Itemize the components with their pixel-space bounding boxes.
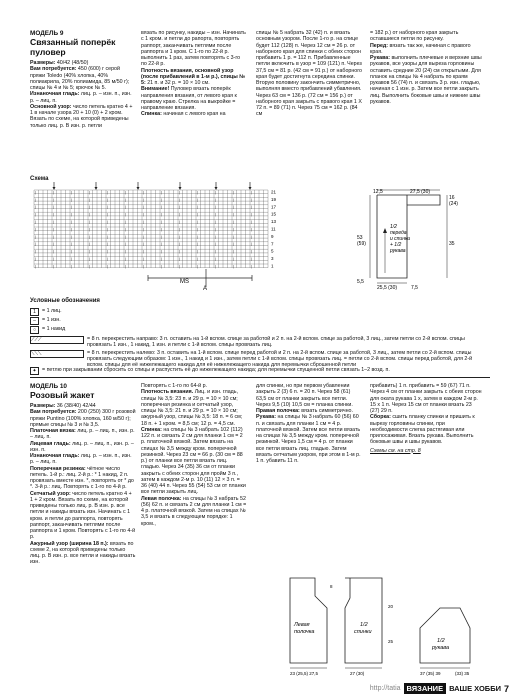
row-number: 1 <box>271 263 274 269</box>
svg-text:|: | <box>179 264 181 269</box>
svg-text:|: | <box>107 197 109 202</box>
svg-text:|: | <box>233 249 235 254</box>
svg-text:|: | <box>179 205 181 210</box>
model10-col1 <box>30 383 136 566</box>
svg-text:|: | <box>53 227 55 232</box>
m10-w4: 25 <box>388 639 394 644</box>
dim-d9: 25,5 (30) <box>377 285 398 291</box>
m10-gauge: Плотность вязания. Лиц. и изн. гладь, спицы № 3,5: 23 п. и 29 р. = 10 × 10 см; поперечная резинка и сетчатый узор, спицы № 3,5: 21 п. и 29 р. = 10 × 10 см; ажурный узор, спицы № 3,5: 18 п. = 6 см; 18 п. + 1 кром. = 8,5 см; 12 р. = 4,5 см. <box>141 389 243 427</box>
svg-text:|: | <box>71 227 73 232</box>
m10-lace: Ажурный узор (ширина 18 п.): вязать по схеме 2, на которой приведены только лиц. р. В изн. р. все петли и накиды вязать изн. <box>30 540 136 566</box>
svg-text:|: | <box>71 234 73 239</box>
row-number: 19 <box>271 196 277 202</box>
svg-text:|: | <box>233 242 235 247</box>
svg-text:|: | <box>143 227 145 232</box>
svg-text:|: | <box>251 249 253 254</box>
svg-text:|: | <box>251 234 253 239</box>
schema-label: Схема <box>30 176 49 182</box>
svg-text:|: | <box>53 249 55 254</box>
model9-label: МОДЕЛЬ 9 <box>30 30 64 37</box>
m9-col2-text: вязать по рисунку, накиды – изн. Начинать с 1 кром. и петли до рапорта, повторять раппорт, заканчивать петлями после раппорта и 1 кром. С 1-го по 22-й р. выполнить 1 раз, затем повторять с 3-го по 22-й р. <box>141 30 246 68</box>
m10-sleeve-label-1: 1/2 <box>437 638 445 644</box>
m9-col4-text: = 182 р.) от наборного края закрыть оставшиеся петли по рисунку. <box>370 30 459 43</box>
svg-text:|: | <box>143 242 145 247</box>
svg-text:|: | <box>251 219 253 224</box>
svg-text:|: | <box>197 190 199 195</box>
svg-text:|: | <box>197 205 199 210</box>
m10-back: Спинка: на спицы № 3 набрать 102 (112) 122 п. и связать 2 см для планки 1 см = 2 р. платочной вязкой. Затем вязать на спицах № 3,5 между кром. поперечной резинкой. Через 23 см = 66 р. (30 см = 88 р.) от планки все петли вязать лиц. гладью. Через 34 (35) 36 см от планки закрыть с обеих сторон для пройм 3 п., затем в каждом 2-м р. 10 (11) 12 × 3 п. = 36 (40) 44 п. Через 55 (54) 53 см от планки все петли закрыть лиц. <box>141 426 246 496</box>
model9-col4 <box>370 30 482 105</box>
svg-text:|: | <box>107 256 109 261</box>
svg-text:|: | <box>89 190 91 195</box>
legend-text: = 1 накид <box>42 326 66 332</box>
svg-text:|: | <box>215 205 217 210</box>
svg-text:|: | <box>125 256 127 261</box>
svg-text:|: | <box>89 256 91 261</box>
m10-w7: (33) 35 <box>455 671 470 676</box>
svg-text:|: | <box>35 242 37 247</box>
row-number: 11 <box>271 226 276 232</box>
legend-text: = 8 п. перекрестить налево: 3 п. оставить на 1-й вспом. спице перед работой и 2 п. на 2-й вспом. спице за работой, 3 лиц., затем петли со 2-й вспом. спицы провязать следующим образом: 1 изн., 1 накид и 1 изн., затем петли с 1-й вспом. спицы провязать лиц. = петли со 2-й вспом. спицы перед работой, для 2-й вспом. спицы для её нижележащего накида для её нижележащего накида для перемычки сброшенной петли <box>87 350 473 368</box>
svg-text:|: | <box>71 212 73 217</box>
svg-text:|: | <box>233 264 235 269</box>
svg-text:|: | <box>89 227 91 232</box>
chart-row-numbers <box>271 190 277 269</box>
piece-label-1: 1/2 <box>390 224 397 230</box>
dim-d6: 53 <box>357 235 363 241</box>
svg-text:|: | <box>71 205 73 210</box>
svg-text:|: | <box>71 256 73 261</box>
svg-text:|: | <box>233 227 235 232</box>
piece-label-5: рукава <box>390 248 406 254</box>
svg-text:|: | <box>71 197 73 202</box>
m10-reverse: Изнаночная гладь: лиц. р. – изн. п., изн. р. – лиц. п. <box>30 453 132 466</box>
svg-text:|: | <box>179 242 181 247</box>
svg-text:|: | <box>89 249 91 254</box>
svg-text:|: | <box>53 256 55 261</box>
m10-left-front: Левая полочка: на спицы № 3 набрать 52 (56) 62 п. и связать 2 см для планки 1 см = 4 р. платочной вязкой. Затем на спицах № 3,5 и вязать в следующем порядке: 1 кром., <box>141 495 247 527</box>
m9-main-pattern: Основной узор: число петель кратно 4 + 1 в начале узора 20 + 10 (0) + 2 кром. Вязать по схеме, на которой приведены только лиц. р. В изн. р. петли <box>30 103 133 129</box>
dim-d10: 7,5 <box>411 285 418 291</box>
m9-sizes: Размеры: 40/42 (48/50) <box>30 60 89 66</box>
svg-text:|: | <box>125 249 127 254</box>
svg-text:|: | <box>161 197 163 202</box>
dim-d2: 12,5 <box>373 189 383 195</box>
purl-symbol-icon: – <box>30 317 39 325</box>
svg-text:|: | <box>179 219 181 224</box>
svg-text:|: | <box>107 227 109 232</box>
svg-text:|: | <box>161 249 163 254</box>
svg-text:|: | <box>89 219 91 224</box>
pattern-outline-model10 <box>270 568 485 678</box>
svg-text:|: | <box>35 212 37 217</box>
m10-back-label-1: 1/2 <box>360 622 368 628</box>
svg-text:|: | <box>161 219 163 224</box>
a-label: A <box>203 286 208 292</box>
yarn-over-symbol-icon: ○ <box>30 326 39 334</box>
m9-reverse-stitch: Изнаночная гладь: лиц. р. – изн. п., изн. р. – лиц. п. <box>30 91 132 104</box>
svg-text:|: | <box>215 256 217 261</box>
row-number: 21 <box>271 189 277 195</box>
legend-item-drop <box>30 367 488 375</box>
m10-back-label-2: спинки <box>354 629 372 635</box>
svg-text:|: | <box>161 212 163 217</box>
svg-text:|: | <box>107 242 109 247</box>
svg-text:|: | <box>215 212 217 217</box>
svg-text:|: | <box>143 205 145 210</box>
svg-text:|: | <box>89 264 91 269</box>
m10-w6: 37 (35) 39 <box>420 671 441 676</box>
row-number: 3 <box>271 256 274 262</box>
model9-col1 <box>30 30 136 129</box>
svg-text:|: | <box>197 197 199 202</box>
svg-text:|: | <box>197 227 199 232</box>
svg-text:|: | <box>107 190 109 195</box>
m10-w1: 23 (25,5) 27,5 <box>290 671 319 676</box>
svg-text:|: | <box>179 234 181 239</box>
svg-text:|: | <box>35 197 37 202</box>
m10-mesh: Сетчатый узор: число петель кратно 4 + 1 + 2 кром. Вязать по схеме, на которой приведены только лиц. р. В изн. р. все петли и накиды вязать изн. Начинать с 1 кром. и петли до раппорта, повторять раппорт, заканчивать петлями после раппорта и 1 кром. Повторять с 1-го по 4-й р. <box>30 490 136 541</box>
svg-text:|: | <box>233 205 235 210</box>
svg-text:|: | <box>107 234 109 239</box>
m10-w5: 8 <box>330 584 333 589</box>
m10-assembly: Сборка: сшить планку спинки и пришить к вырезу горловины спинки, при необходимости слегка растягивая или прилосаживая. Вязать рукава. Выполнить боковые швы и швы рукавов. <box>370 414 475 446</box>
m10-left-label-2: полочка <box>294 629 315 635</box>
svg-text:|: | <box>53 190 55 195</box>
svg-text:|: | <box>179 227 181 232</box>
svg-text:|: | <box>215 190 217 195</box>
model9-col2 <box>141 30 247 118</box>
svg-text:|: | <box>215 234 217 239</box>
m10-rib: Поперечная резинка: чётное число петель. 1-й р.: лиц. 2-й р.: * 1 накид, 2 п. провязать вместе изн. *, повторять от * до *. 3-й р.: лиц. Повторять с 1-го по 4-й р. <box>30 465 134 491</box>
svg-text:|: | <box>179 249 181 254</box>
svg-text:|: | <box>35 264 37 269</box>
row-number: 15 <box>271 211 277 217</box>
svg-text:|: | <box>53 212 55 217</box>
cross-left-symbol-icon: ⟍⟍⟍ <box>30 350 84 358</box>
svg-text:|: | <box>143 219 145 224</box>
m9-attention: Внимание! Пуловер вязать поперёк направления вязания, от левого края к правому краю. Стрелка на выкройке = направление вязания. <box>141 86 237 111</box>
page-footer <box>370 683 509 694</box>
svg-text:|: | <box>89 212 91 217</box>
svg-text:|: | <box>233 212 235 217</box>
svg-text:|: | <box>197 219 199 224</box>
piece-label-4: + 1/2 <box>390 242 402 248</box>
m10-col4-text: прибавить) 1 п. прибавить = 59 (67) 71 п. Через 4 см от планки закрыть с обеих сторон для оката рукава 1 х, затем в каждом 2-м р. 15 х 1 п. Через 15 см от планки вязать 23 (27) 29 п. <box>370 383 482 414</box>
legend-text: = петлю при закрывании сбросить со спицы и распустить её до нижележащего накида; для перемычки спущенной петли связать 1–2 возд. п. <box>42 367 390 373</box>
m10-left-label-1: Левая <box>294 622 310 628</box>
svg-text:|: | <box>251 190 253 195</box>
svg-text:|: | <box>125 264 127 269</box>
svg-text:|: | <box>53 264 55 269</box>
m10-materials: Вам потребуется: 200 (250) 300 г розовой пряжи Puntino (100% хлопка, 160 м/50 г); прямые спицы № 3 и № 3,5. <box>30 409 136 428</box>
model10-label: МОДЕЛЬ 10 <box>30 383 67 390</box>
dim-d7: (59) <box>357 241 366 247</box>
svg-text:|: | <box>251 212 253 217</box>
svg-text:|: | <box>179 256 181 261</box>
knit-symbol-icon: 1 <box>30 308 39 316</box>
svg-text:|: | <box>233 190 235 195</box>
svg-text:|: | <box>107 205 109 210</box>
m9-materials: Вам потребуется: 450 (600) г серой пряжи Toledo (40% хлопка, 40% полиакрила, 20% полиамида, 85 м/50 г); спицы № 4 и № 5; крючок № 5. <box>30 66 130 91</box>
svg-text:|: | <box>179 212 181 217</box>
legend-item-cross-right <box>30 336 488 348</box>
m10-col2-text: Повторять с 1-го по 64-й р. <box>141 383 208 389</box>
legend-item-purl <box>30 317 230 325</box>
svg-text:|: | <box>35 256 37 261</box>
svg-text:|: | <box>71 249 73 254</box>
svg-text:|: | <box>197 212 199 217</box>
m10-right-front: Правая полочка: вязать симметрично. <box>256 408 353 414</box>
svg-text:|: | <box>143 234 145 239</box>
row-number: 5 <box>271 248 274 254</box>
svg-text:|: | <box>125 212 127 217</box>
m10-sleeve: Рукава: на спицы № 3 набрать 60 (56) 60 п. и связать для планки 1 см = 4 р. платочной вязкой. Затем все петли вязать на спицах № 3,5 между кром. поперечной резинкой. Через 1,5 см = 4 р. от планки все петли вязать лиц. гладью. Затем вязать сетчатым узором, при этом в 1-м р. 1 п. убавить 11 п. <box>256 414 361 464</box>
legend-text: = 8 п. перекрестить направо: 3 п. оставить на 1-й вспом. спице за работой и 2 п. на 2-й вспом. спице за работой, 3 лиц., затем петли со 2-й вспом. спицы провязать 1 изн., 1 накид, 1 изн. и петли с 1-й вспом. спицы провязать лиц. <box>87 336 465 348</box>
knit-chart <box>30 182 295 292</box>
svg-text:|: | <box>89 197 91 202</box>
svg-text:|: | <box>53 234 55 239</box>
svg-text:|: | <box>233 219 235 224</box>
model10-col2 <box>141 383 247 527</box>
svg-text:|: | <box>197 264 199 269</box>
svg-text:|: | <box>125 227 127 232</box>
svg-text:|: | <box>143 190 145 195</box>
row-number: 13 <box>271 219 277 225</box>
svg-text:|: | <box>161 234 163 239</box>
m10-sizes: Размеры: 36 (38/40) 42/44 <box>30 403 96 409</box>
svg-text:|: | <box>197 234 199 239</box>
svg-text:|: | <box>71 242 73 247</box>
svg-text:|: | <box>161 205 163 210</box>
svg-text:|: | <box>197 242 199 247</box>
m9-col3-text: спицы № 5 набрать 32 (42) п. и вязать основным узором. После 1-го р. на спице будет 112 (128) п. Через 12 см = 26 р. от наборного края для спинки с обеих сторон прибавить 1 р. = 112 п. Прибавленные петли включить в узор = 109 (121) п. Через 37,5 см = 81 р. (42 см = 91 р.) от наборного края будет достигнута середина спинки. Вторую половину закончить симметрично, выполняя вместо прибавлений убавления. Через 63 см = 136 р. (72 см = 156 р.) от наборного края закрыть с правого края 1 Х 72 п. = 89 (71) п. Через 75 см = 162 р. (84 см <box>256 30 362 118</box>
dim-d8: 5,5 <box>357 279 364 285</box>
svg-text:|: | <box>215 227 217 232</box>
svg-text:|: | <box>107 219 109 224</box>
chart-grid <box>34 190 268 268</box>
svg-text:|: | <box>143 212 145 217</box>
dim-d1: 27,5 (30) <box>410 189 431 195</box>
svg-text:|: | <box>251 205 253 210</box>
svg-text:|: | <box>215 219 217 224</box>
m10-garter: Платочная вязка: лиц. р. – лиц. п., изн. р. – лиц. п. <box>30 428 135 441</box>
m10-col3-text: для спинки, но при первом убавлении закрыть 2 (3) 6 п. = 20 п. Через 58 (61) 63,5 см от планки закрыть все петли. Через 9,5 (10) 10,5 см = планка спинки. <box>256 383 353 408</box>
legend-text: = 1 лиц. <box>42 308 62 314</box>
svg-text:|: | <box>215 249 217 254</box>
svg-text:|: | <box>161 242 163 247</box>
piece-label-2: переда <box>390 230 407 236</box>
model10-col3 <box>256 383 362 464</box>
svg-text:|: | <box>107 212 109 217</box>
svg-text:|: | <box>107 264 109 269</box>
svg-text:|: | <box>35 219 37 224</box>
svg-text:|: | <box>161 227 163 232</box>
svg-text:|: | <box>161 256 163 261</box>
pattern-outline-model9 <box>355 183 490 293</box>
svg-text:|: | <box>197 256 199 261</box>
svg-text:|: | <box>35 205 37 210</box>
page-number: 7 <box>503 683 509 694</box>
svg-text:|: | <box>251 264 253 269</box>
svg-text:|: | <box>53 205 55 210</box>
svg-text:|: | <box>251 256 253 261</box>
legend-item-yo <box>30 326 230 334</box>
footer-url[interactable]: http://tatia <box>369 685 401 692</box>
svg-text:|: | <box>143 249 145 254</box>
svg-text:|: | <box>143 197 145 202</box>
svg-text:|: | <box>161 190 163 195</box>
svg-text:|: | <box>53 197 55 202</box>
ms-label: MS <box>180 279 189 285</box>
svg-text:|: | <box>233 234 235 239</box>
legend-item-cross-left <box>30 350 488 368</box>
svg-text:|: | <box>197 249 199 254</box>
svg-text:|: | <box>143 264 145 269</box>
svg-text:|: | <box>215 264 217 269</box>
cross-right-symbol-icon: ⟋⟋⟋ <box>30 336 84 344</box>
legend-text: = 1 изн. <box>42 317 61 323</box>
svg-text:|: | <box>35 227 37 232</box>
model9-title: Связанный поперёк пуловер <box>30 37 116 57</box>
svg-text:|: | <box>143 256 145 261</box>
svg-text:|: | <box>53 219 55 224</box>
svg-text:|: | <box>35 234 37 239</box>
row-number: 9 <box>271 233 274 239</box>
model9-col3 <box>256 30 362 118</box>
svg-text:|: | <box>215 197 217 202</box>
svg-text:|: | <box>53 242 55 247</box>
svg-text:|: | <box>251 242 253 247</box>
svg-text:|: | <box>251 197 253 202</box>
svg-text:|: | <box>125 242 127 247</box>
svg-text:|: | <box>233 256 235 261</box>
svg-text:|: | <box>161 264 163 269</box>
legend-item-knit <box>30 308 230 316</box>
m10-sleeve-label-2: рукава <box>432 645 450 651</box>
svg-text:|: | <box>215 242 217 247</box>
row-number: 17 <box>271 204 277 210</box>
model10-title: Розовый жакет <box>30 390 95 400</box>
m9-front: Перед: вязать так же, начиная с правого края. <box>370 42 471 55</box>
svg-text:|: | <box>233 197 235 202</box>
svg-text:|: | <box>35 190 37 195</box>
legend-title: Условные обозначения <box>30 298 100 304</box>
model10-col4 <box>370 383 482 454</box>
piece-label-3: и спинки <box>390 236 411 242</box>
dim-d4: (24) <box>449 201 458 207</box>
dim-d5: 35 <box>449 241 455 247</box>
m10-w2: 27 (30) <box>350 671 365 676</box>
footer-brand: ВЯЗАНИЕ <box>404 683 447 694</box>
svg-text:|: | <box>71 264 73 269</box>
m10-link[interactable]: Схемы см. на стр. 8 <box>370 447 421 454</box>
m9-sleeves: Рукава: выполнить плечевые и верхние швы рукавов, все узоры для выреза горловины оставить средние 20 (24) см открытыми. Для планок на спицы № 4 набрать по краям рукавов 56 (74) п. и связать 3 р. изн. гладью, начиная с 1 изн. р. Затем все петли закрыть лиц. Выполнить боковые швы и нижние швы рукавов. <box>370 55 482 105</box>
drop-stitch-symbol-icon: ✦ <box>30 367 39 375</box>
svg-text:|: | <box>125 190 127 195</box>
svg-text:|: | <box>89 205 91 210</box>
svg-text:|: | <box>89 242 91 247</box>
dim-d3: 16 <box>449 195 455 201</box>
svg-text:|: | <box>179 190 181 195</box>
svg-text:|: | <box>125 205 127 210</box>
svg-text:|: | <box>179 197 181 202</box>
svg-text:|: | <box>125 234 127 239</box>
m9-back: Спинка: начиная с левого края на <box>141 111 226 118</box>
section-divider <box>30 377 490 378</box>
row-number: 7 <box>271 241 274 247</box>
svg-text:|: | <box>71 219 73 224</box>
svg-text:|: | <box>125 219 127 224</box>
svg-text:|: | <box>89 234 91 239</box>
m10-stockinette: Лицевая гладь: лиц. р. – лиц. п., изн. р. – изн. п. <box>30 440 134 453</box>
m10-w3: 20 <box>388 604 394 609</box>
footer-magazine: ВАШЕ ХОББИ <box>449 684 501 693</box>
chart-arrows <box>53 182 252 190</box>
svg-text:|: | <box>107 249 109 254</box>
m9-gauge: Плотность вязания, основной узор (после прибавлений в 1-м р.), спицы № 5: 21 п. и 32 р. = 10 × 10 см. <box>141 67 246 86</box>
svg-text:|: | <box>125 197 127 202</box>
svg-text:|: | <box>251 227 253 232</box>
svg-text:|: | <box>35 249 37 254</box>
svg-text:|: | <box>71 190 73 195</box>
